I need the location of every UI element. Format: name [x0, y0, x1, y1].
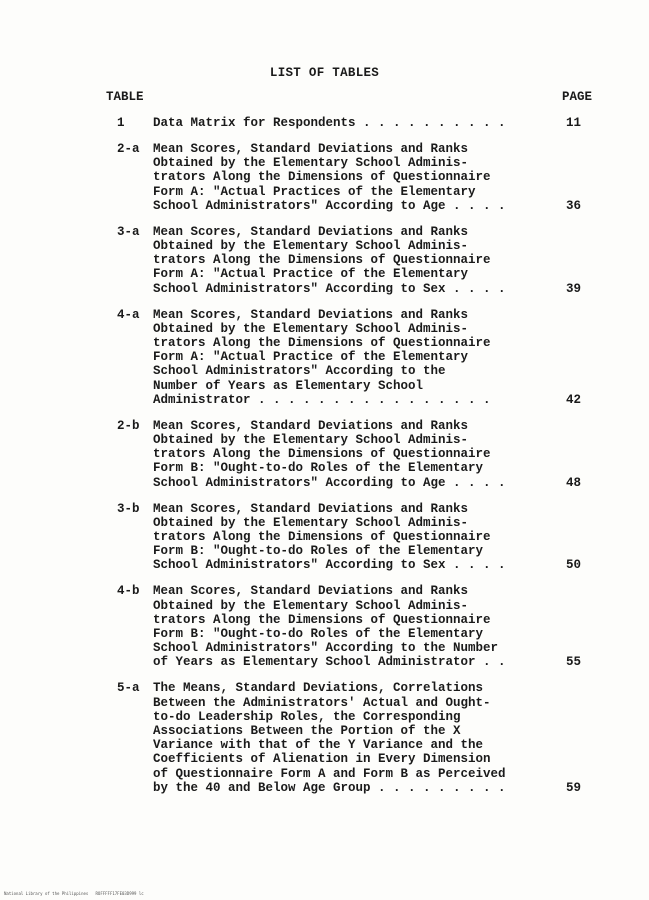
- footer-watermark: National Library of the Philippines ROFFFFF17FE03D999 lc: [4, 891, 144, 896]
- caption-line: of Years as Elementary School Administrator . .: [153, 655, 506, 670]
- caption-line: trators Along the Dimensions of Questionnaire: [153, 170, 491, 185]
- table-entry: [0, 681, 649, 795]
- caption-line: Mean Scores, Standard Deviations and Ranks: [153, 224, 469, 239]
- table-caption: [153, 142, 538, 213]
- caption-line: of Questionnaire Form A and Form B as Perceived: [153, 766, 506, 781]
- caption-line: School Administrators" According to the Number: [153, 641, 499, 656]
- page-number: 42: [566, 392, 582, 407]
- table-caption: [153, 419, 538, 490]
- caption-line: Obtained by the Elementary School Adminis-: [153, 598, 469, 613]
- caption-line: Obtained by the Elementary School Adminis-: [153, 239, 469, 253]
- caption-line: Form A: "Actual Practice of the Elementary: [153, 267, 469, 282]
- caption-line: Between the Administrators' Actual and Ought-: [153, 695, 491, 710]
- caption-line: Variance with that of the Y Variance and the: [153, 738, 484, 753]
- caption-line: School Administrators" According to Sex . . . .: [153, 558, 506, 573]
- caption-line: Mean Scores, Standard Deviations and Ranks: [153, 142, 469, 156]
- caption-line: Coefficients of Alienation in Every Dimension: [153, 752, 491, 767]
- caption-line: to-do Leadership Roles, the Corresponding: [153, 709, 461, 724]
- table-number: 3-b: [117, 501, 140, 516]
- caption-line: Mean Scores, Standard Deviations and Ranks: [153, 307, 469, 322]
- page-title: LIST OF TABLES: [269, 66, 380, 80]
- table-entry: [0, 224, 649, 296]
- page-number: 39: [566, 281, 582, 296]
- caption-line: Obtained by the Elementary School Adminis-: [153, 321, 469, 336]
- caption-line: by the 40 and Below Age Group . . . . . . . . .: [153, 780, 506, 795]
- table-number: 1: [117, 116, 125, 130]
- table-caption: [153, 502, 538, 573]
- caption-line: Data Matrix for Respondents . . . . . . . . . .: [153, 116, 506, 130]
- table-entry: [0, 307, 649, 407]
- table-entry: [0, 142, 649, 213]
- page-number: 11: [566, 116, 582, 130]
- caption-line: Form A: "Actual Practices of the Elementary: [153, 184, 476, 199]
- table-number: 2-a: [117, 142, 140, 156]
- caption-line: Form B: "Ought-to-do Roles of the Elementary: [153, 627, 484, 641]
- table-number: 3-a: [117, 224, 140, 239]
- page-number: 55: [566, 655, 582, 670]
- caption-line: Number of Years as Elementary School: [153, 378, 424, 393]
- table-entry: [0, 501, 649, 573]
- page-number: 48: [566, 475, 582, 490]
- page-column-header: PAGE: [562, 90, 593, 104]
- caption-line: Form B: "Ought-to-do Roles of the Elementary: [153, 544, 484, 559]
- caption-line: Obtained by the Elementary School Adminis-: [153, 433, 469, 447]
- table-entry: [0, 418, 649, 490]
- caption-line: The Means, Standard Deviations, Correlations: [153, 681, 484, 696]
- table-caption: [153, 225, 538, 296]
- page-number: 59: [566, 780, 582, 795]
- caption-line: School Administrators" According to the: [153, 364, 446, 379]
- caption-line: trators Along the Dimensions of Questionnaire: [153, 253, 491, 268]
- table-caption: [153, 584, 538, 669]
- caption-line: Form B: "Ought-to-do Roles of the Elementary: [153, 461, 484, 476]
- caption-line: Mean Scores, Standard Deviations and Ranks: [153, 418, 469, 433]
- caption-line: Mean Scores, Standard Deviations and Ranks: [153, 584, 469, 599]
- caption-line: Obtained by the Elementary School Adminis-: [153, 515, 469, 530]
- caption-line: trators Along the Dimensions of Questionnaire: [153, 447, 491, 462]
- table-caption: [153, 681, 538, 795]
- caption-line: Obtained by the Elementary School Adminis-: [153, 156, 469, 171]
- table-caption: [153, 116, 538, 130]
- caption-line: Mean Scores, Standard Deviations and Ranks: [153, 501, 469, 516]
- caption-line: School Administrators" According to Sex . . . .: [153, 281, 506, 296]
- caption-line: School Administrators" According to Age . . . .: [153, 475, 506, 490]
- table-column-header: TABLE: [106, 90, 144, 104]
- table-caption: [153, 308, 538, 407]
- caption-line: Form A: "Actual Practice of the Elementary: [153, 350, 469, 365]
- table-entry: [0, 116, 649, 130]
- table-number: 4-a: [117, 307, 140, 322]
- caption-line: trators Along the Dimensions of Questionnaire: [153, 530, 491, 544]
- table-number: 2-b: [117, 418, 140, 433]
- caption-line: trators Along the Dimensions of Questionnaire: [153, 612, 491, 627]
- caption-line: School Administrators" According to Age . . . .: [153, 198, 506, 213]
- page-number: 36: [566, 198, 582, 213]
- table-number: 5-a: [117, 681, 140, 696]
- table-entry: [0, 584, 649, 670]
- caption-line: Administrator . . . . . . . . . . . . . . . .: [153, 392, 491, 407]
- caption-line: Associations Between the Portion of the X: [153, 724, 461, 738]
- caption-line: trators Along the Dimensions of Questionnaire: [153, 336, 491, 350]
- page-number: 50: [566, 558, 582, 573]
- table-number: 4-b: [117, 584, 140, 599]
